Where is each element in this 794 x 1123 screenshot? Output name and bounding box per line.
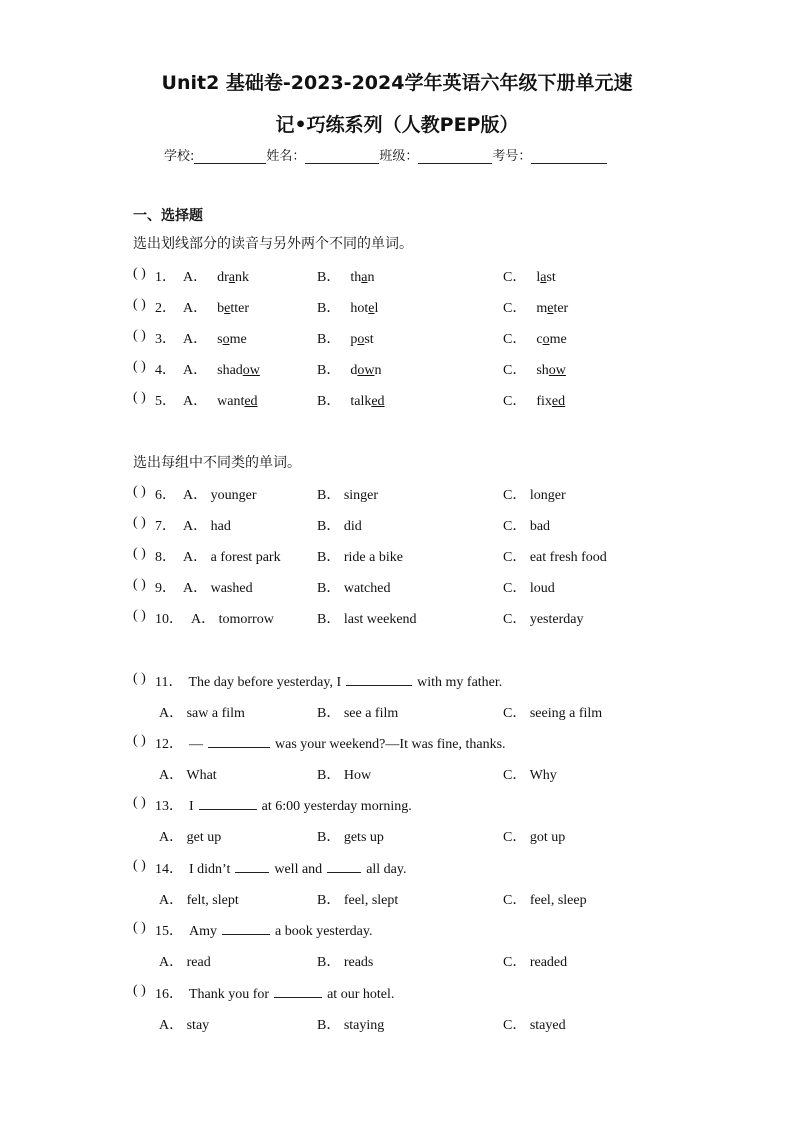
word-part: l	[374, 301, 379, 316]
question-row	[133, 515, 693, 535]
option-a[interactable]: A． younger	[183, 488, 257, 503]
question-row	[133, 484, 693, 504]
answer-blank[interactable]	[235, 860, 269, 873]
question-row	[133, 328, 693, 348]
option-b[interactable]: B． see a film	[317, 706, 399, 721]
option-label: B．	[317, 363, 341, 378]
underlined-letters: ow	[357, 363, 375, 378]
question-number: 8．	[155, 550, 176, 565]
word-part: want	[217, 394, 245, 409]
option-a[interactable]	[183, 297, 249, 317]
answer-bracket[interactable]: ( )	[133, 983, 146, 998]
word-part: me	[229, 332, 247, 347]
option-c[interactable]: C． longer	[503, 488, 566, 503]
stem-text: I	[189, 799, 194, 814]
stem-text: Thank you for	[189, 987, 270, 1002]
underlined-letters: ow	[242, 363, 260, 378]
section-heading: 一、选择题	[133, 208, 203, 224]
answer-blank[interactable]	[327, 860, 361, 873]
option-a[interactable]: A． stay	[159, 1018, 210, 1033]
word-part: b	[217, 301, 225, 316]
question-stem	[155, 920, 372, 940]
option-a[interactable]: A． had	[183, 519, 231, 534]
question-row	[133, 297, 693, 317]
option-b[interactable]	[317, 266, 374, 286]
word-part: tter	[230, 301, 249, 316]
question-row	[133, 546, 693, 566]
question-number: 6．	[155, 488, 176, 503]
question-stem	[155, 733, 506, 753]
option-b[interactable]: B． gets up	[317, 830, 384, 845]
option-a[interactable]: A． washed	[183, 581, 253, 596]
option-label: C．	[503, 363, 527, 378]
word-part: th	[350, 270, 362, 285]
option-c[interactable]: C． eat fresh food	[503, 550, 607, 565]
word-part: hot	[350, 301, 369, 316]
option-a[interactable]: A． a forest park	[183, 550, 281, 565]
word-part: talk	[350, 394, 372, 409]
question-stem	[155, 795, 412, 815]
option-label: A．	[183, 270, 208, 285]
question-number: 15．	[155, 924, 183, 939]
answer-bracket[interactable]: ( )	[133, 297, 146, 312]
option-a[interactable]: A． saw a film	[159, 706, 245, 721]
word-part: d	[350, 363, 358, 378]
underlined-letters: o	[222, 332, 230, 347]
option-label: B．	[317, 301, 341, 316]
answer-bracket[interactable]: ( )	[133, 795, 146, 810]
option-c[interactable]: C． loud	[503, 581, 555, 596]
question-number: 11．	[155, 675, 183, 690]
options-row	[133, 702, 693, 722]
stem-text: all day.	[366, 862, 407, 877]
option-a[interactable]	[183, 328, 247, 348]
instruction-phonics: 选出划线部分的读音与另外两个不同的单词。	[133, 236, 413, 252]
underlined-letters: e	[368, 301, 375, 316]
option-label: B．	[317, 394, 341, 409]
underlined-letters: a	[540, 270, 547, 285]
answer-bracket[interactable]: ( )	[133, 515, 146, 530]
question-row	[133, 608, 693, 628]
option-a[interactable]	[183, 266, 249, 286]
answer-bracket[interactable]: ( )	[133, 484, 146, 499]
question-number: 16．	[155, 987, 183, 1002]
class-field[interactable]	[418, 150, 492, 164]
option-label: A．	[183, 363, 208, 378]
word-part: shad	[217, 363, 243, 378]
word-part: c	[536, 332, 543, 347]
option-b[interactable]: B． watched	[317, 581, 391, 596]
question-row	[133, 733, 693, 753]
options-row	[133, 951, 693, 971]
school-field[interactable]	[194, 150, 266, 164]
number-field[interactable]	[531, 150, 607, 164]
underlined-letters: a	[361, 270, 368, 285]
stem-text: was your weekend?—It was fine, thanks.	[275, 737, 506, 752]
page-title-line2: 记•巧练系列（人教PEP版）	[275, 114, 519, 136]
question-number: 7．	[155, 519, 176, 534]
underlined-letters: o	[542, 332, 550, 347]
question-row	[133, 266, 693, 286]
option-c[interactable]: C． seeing a film	[503, 706, 603, 721]
stem-text: —	[189, 737, 203, 752]
option-b[interactable]	[317, 390, 385, 410]
question-row	[133, 359, 693, 379]
options-row	[133, 764, 693, 784]
option-b[interactable]: B． staying	[317, 1018, 385, 1033]
option-b[interactable]: B． ride a bike	[317, 550, 403, 565]
stem-text: I didn’t	[189, 862, 231, 877]
option-b[interactable]: B． reads	[317, 955, 374, 970]
number-label: 考号：	[492, 149, 532, 164]
question-number: 9．	[155, 581, 176, 596]
option-b[interactable]	[317, 359, 381, 379]
question-row	[133, 983, 693, 1003]
word-part: sh	[536, 363, 549, 378]
option-label: C．	[503, 394, 527, 409]
option-a[interactable]	[183, 359, 260, 379]
option-b[interactable]: B． singer	[317, 488, 379, 503]
question-row	[133, 795, 693, 815]
option-b[interactable]: B． How	[317, 768, 372, 783]
stem-text: well and	[274, 862, 323, 877]
question-stem	[155, 858, 407, 878]
name-label: 姓名：	[266, 149, 306, 164]
word-part: nk	[235, 270, 250, 285]
word-part: fix	[536, 394, 552, 409]
student-info-line	[164, 145, 607, 164]
word-part: s	[217, 332, 223, 347]
answer-blank[interactable]	[199, 797, 257, 810]
underlined-letters: ed	[244, 394, 258, 409]
question-number: 10．	[155, 612, 183, 627]
options-row	[133, 1014, 693, 1034]
option-b[interactable]: B． last weekend	[317, 612, 417, 627]
underlined-letters: a	[228, 270, 236, 285]
stem-text: The day before yesterday, I	[188, 675, 342, 690]
word-part: l	[536, 270, 541, 285]
option-a[interactable]: A． felt, slept	[159, 893, 239, 908]
word-part: ter	[553, 301, 569, 316]
option-label: C．	[503, 301, 527, 316]
option-b[interactable]	[317, 297, 378, 317]
options-row	[133, 826, 693, 846]
class-label: 班级：	[379, 149, 419, 164]
word-part: n	[367, 270, 375, 285]
answer-blank[interactable]	[274, 985, 322, 998]
underlined-letters: ed	[371, 394, 385, 409]
school-label: 学校:	[164, 149, 195, 164]
answer-bracket[interactable]: ( )	[133, 390, 146, 405]
question-number: 13．	[155, 799, 183, 814]
question-stem	[155, 671, 502, 691]
option-b[interactable]	[317, 328, 374, 348]
underlined-letters: o	[357, 332, 365, 347]
underlined-letters: ed	[551, 394, 566, 409]
question-stem	[155, 983, 394, 1003]
answer-bracket[interactable]: ( )	[133, 733, 146, 748]
option-c[interactable]: C． got up	[503, 830, 566, 845]
option-a[interactable]: A． What	[159, 768, 217, 783]
option-label: A．	[183, 332, 208, 347]
word-part: m	[536, 301, 548, 316]
option-c[interactable]: C． readed	[503, 955, 568, 970]
word-part: n	[374, 363, 382, 378]
option-c[interactable]: C． bad	[503, 519, 551, 534]
name-field[interactable]	[305, 150, 379, 164]
answer-bracket[interactable]: ( )	[133, 328, 146, 343]
question-row	[133, 671, 693, 691]
option-c[interactable]	[503, 390, 565, 410]
stem-text: Amy	[189, 924, 217, 939]
option-c[interactable]: C． feel, sleep	[503, 893, 587, 908]
option-label: C．	[503, 270, 527, 285]
option-c[interactable]	[503, 328, 567, 348]
word-part: st	[364, 332, 374, 347]
instruction-odd-one-out: 选出每组中不同类的单词。	[133, 455, 301, 471]
question-row	[133, 390, 693, 410]
answer-bracket[interactable]: ( )	[133, 671, 146, 686]
option-label: B．	[317, 270, 341, 285]
answer-bracket[interactable]: ( )	[133, 359, 146, 374]
word-part: dr	[217, 270, 229, 285]
answer-bracket[interactable]: ( )	[133, 608, 146, 623]
option-c[interactable]: C． stayed	[503, 1018, 566, 1033]
option-b[interactable]: B． feel, slept	[317, 893, 399, 908]
option-label: B．	[317, 332, 341, 347]
question-row	[133, 577, 693, 597]
option-c[interactable]	[503, 266, 556, 286]
answer-blank[interactable]	[222, 922, 270, 935]
option-label: A．	[183, 301, 208, 316]
option-label: C．	[503, 332, 527, 347]
question-row	[133, 920, 693, 940]
word-part: st	[546, 270, 556, 285]
word-part: p	[350, 332, 358, 347]
question-number: 14．	[155, 862, 183, 877]
option-a[interactable]: A． read	[159, 955, 211, 970]
question-number: 1．	[155, 270, 176, 285]
stem-text: with my father.	[417, 675, 503, 690]
question-number: 5．	[155, 394, 176, 409]
option-c[interactable]: C． yesterday	[503, 612, 584, 627]
answer-bracket[interactable]: ( )	[133, 266, 146, 281]
answer-blank[interactable]	[208, 735, 270, 748]
option-c[interactable]: C． Why	[503, 768, 557, 783]
option-b[interactable]: B． did	[317, 519, 362, 534]
option-c[interactable]	[503, 297, 568, 317]
question-row	[133, 858, 693, 878]
answer-bracket[interactable]: ( )	[133, 546, 146, 561]
page-title-line1: Unit2 基础卷-2023-2024学年英语六年级下册单元速	[161, 72, 633, 94]
word-part: me	[549, 332, 567, 347]
question-number: 2．	[155, 301, 176, 316]
question-number: 3．	[155, 332, 176, 347]
underlined-letters: ow	[548, 363, 566, 378]
option-c[interactable]	[503, 359, 566, 379]
stem-text: at 6:00 yesterday morning.	[261, 799, 412, 814]
answer-bracket[interactable]: ( )	[133, 920, 146, 935]
option-a[interactable]	[183, 390, 258, 410]
option-a[interactable]: A． get up	[159, 830, 222, 845]
answer-bracket[interactable]: ( )	[133, 858, 146, 873]
stem-text: a book yesterday.	[275, 924, 373, 939]
question-number: 12．	[155, 737, 183, 752]
option-a[interactable]: A． tomorrow	[191, 612, 274, 627]
question-number: 4．	[155, 363, 176, 378]
answer-bracket[interactable]: ( )	[133, 577, 146, 592]
option-label: A．	[183, 394, 208, 409]
options-row	[133, 889, 693, 909]
underlined-letters: e	[547, 301, 554, 316]
underlined-letters: e	[224, 301, 231, 316]
stem-text: at our hotel.	[327, 987, 395, 1002]
answer-blank[interactable]	[346, 673, 412, 686]
